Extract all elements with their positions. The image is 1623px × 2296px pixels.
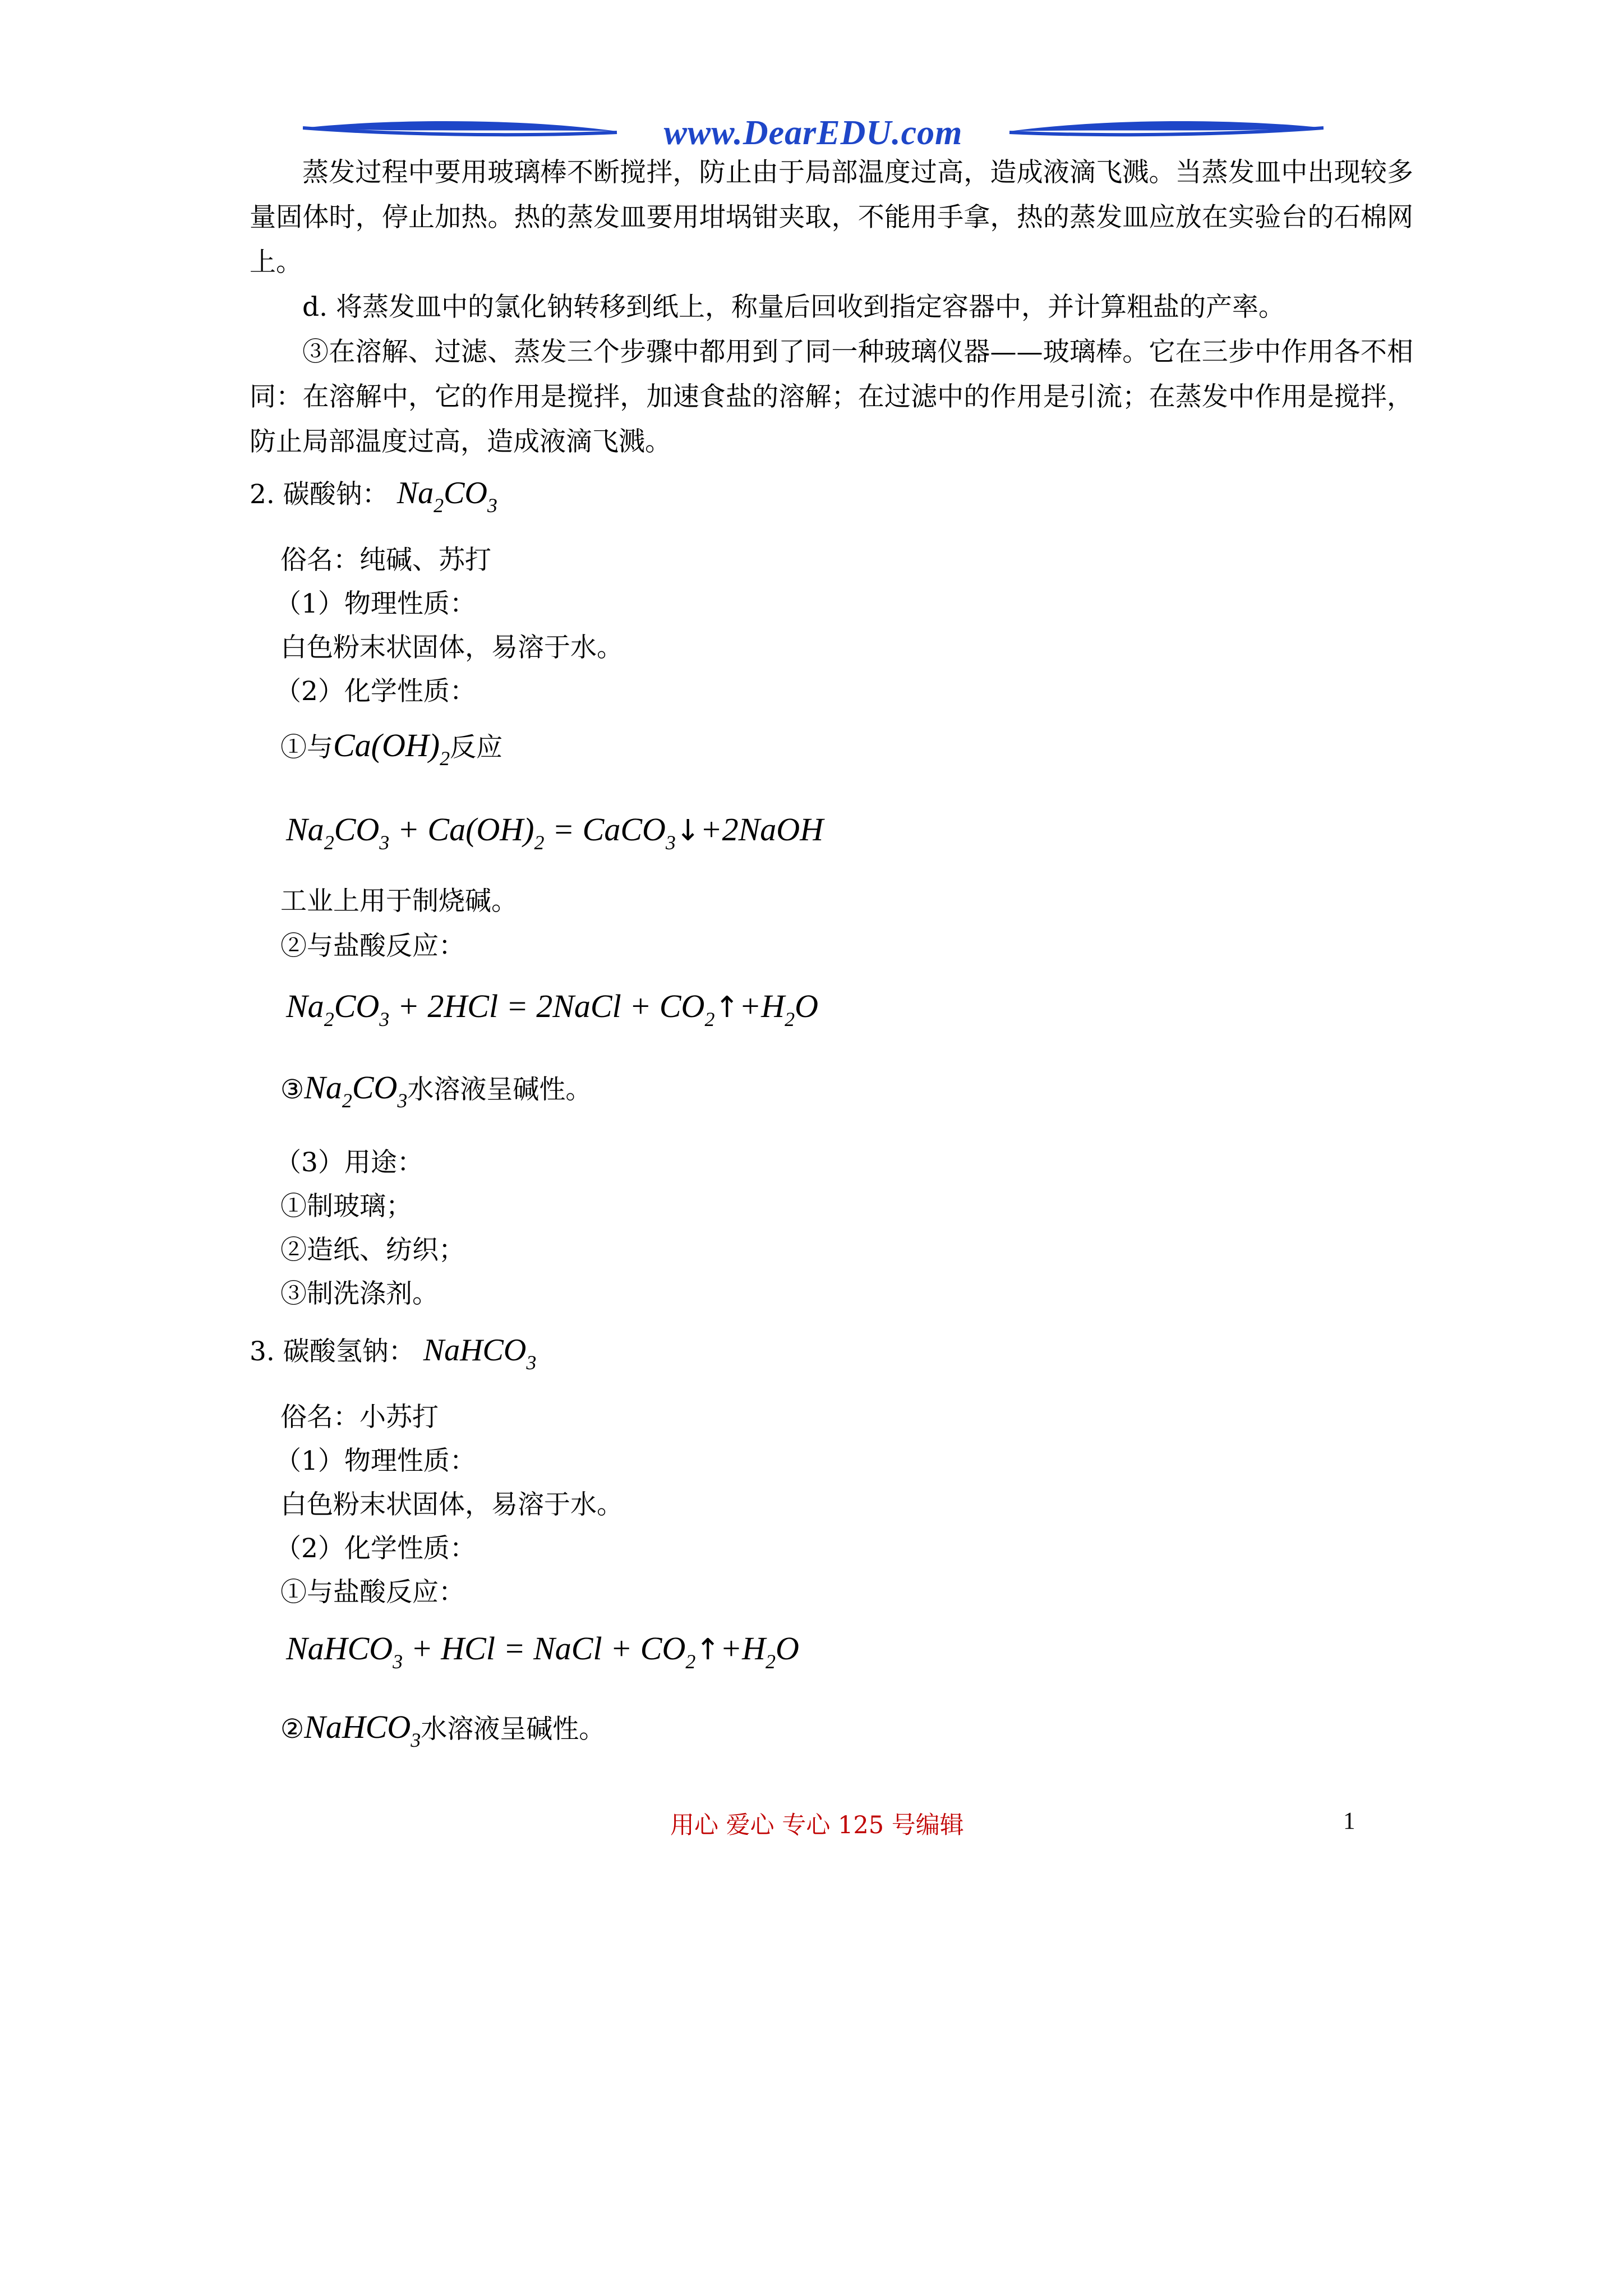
section-2-heading-text: 2. 碳酸钠： [250, 479, 389, 510]
s2-reaction-3: $③Na_2CO_3$水溶液呈碱性。 [280, 1069, 592, 1112]
s2-reaction-2-label: ②与盐酸反应： [280, 931, 465, 961]
s3-physical-text: 白色粉末状固体，易溶于水。 [280, 1489, 623, 1520]
paragraph-glass-rod: ③在溶解、过滤、蒸发三个步骤中都用到了同一种玻璃仪器——玻璃棒。它在三步中作用各不相同：在溶解中，它的作用是搅拌，加速食盐的溶解；在过滤中的作用是引流；在蒸发中作用是搅拌，防止局部温度过高，造成液滴飞溅。 [250, 337, 1413, 457]
s2-r1-pre: ①与 [280, 732, 333, 763]
s2-use-1: ①制玻璃； [280, 1191, 412, 1222]
s3-reaction-1-label: ①与盐酸反应： [280, 1577, 465, 1608]
s2-use-3: ③制洗涤剂。 [280, 1278, 439, 1309]
footer-text: 用心 爱心 专心 125 号编辑 [670, 1811, 964, 1839]
s3-chemical-heading: （2）化学性质： [275, 1533, 476, 1564]
s2-uses-heading: （3）用途： [275, 1147, 423, 1178]
section-3-heading [250, 1328, 536, 1375]
s3-reaction-2: ②NaHCO$_3$水溶液呈碱性。 [280, 1709, 606, 1751]
s2-physical-heading: （1）物理性质： [275, 588, 476, 619]
section-3-heading-text: 3. 碳酸氢钠： [250, 1336, 415, 1367]
logo-text: www.DearEDU.com [663, 114, 963, 152]
formula-caoh2: $Ca(OH)_2$ [333, 727, 450, 770]
equation-na2co3-caoh2: $Na_2CO_3 + Ca(OH)_2$ = CaCO$_3$↓+2NaOH [286, 811, 824, 854]
s3-alias: 俗名：小苏打 [280, 1402, 439, 1433]
page-number: 1 [1343, 1808, 1355, 1834]
equation-na2co3-hcl: $Na_2CO_3 + 2HCl$ = 2NaCl + $CO_2↑+H_2O$ [286, 988, 818, 1030]
s3-physical-heading: （1）物理性质： [275, 1446, 476, 1476]
paragraph-evaporation: 蒸发过程中要用玻璃棒不断搅拌，防止由于局部温度过高，造成液滴飞溅。当蒸发皿中出现较多量固体时，停止加热。热的蒸发皿要用坩埚钳夹取，不能用手拿，热的蒸发皿应放在实验台的石棉网上。 [250, 157, 1413, 278]
s2-chemical-heading: （2）化学性质： [275, 676, 476, 707]
section-2-heading [250, 471, 497, 518]
s2-alias: 俗名：纯碱、苏打 [280, 545, 491, 576]
s2-use-2: ②造纸、纺织； [280, 1235, 465, 1266]
s2-r1-post: 反应 [450, 732, 503, 763]
s2-reaction-1-label [280, 724, 502, 771]
s2-physical-text: 白色粉末状固体，易溶于水。 [280, 632, 623, 663]
s2-use-caustic: 工业上用于制烧碱。 [280, 886, 518, 917]
formula-nahco3: NaHCO$_3$ [423, 1333, 537, 1374]
equation-nahco3-hcl: NaHCO$_3$ + HCl = NaCl + $CO_2↑+H_2O$ [286, 1630, 799, 1673]
formula-na2co3: $Na_2CO_3$ [396, 476, 497, 517]
paragraph-step-d: d. 将蒸发皿中的氯化钠转移到纸上，称量后回收到指定容器中，并计算粗盐的产率。 [302, 292, 1285, 323]
